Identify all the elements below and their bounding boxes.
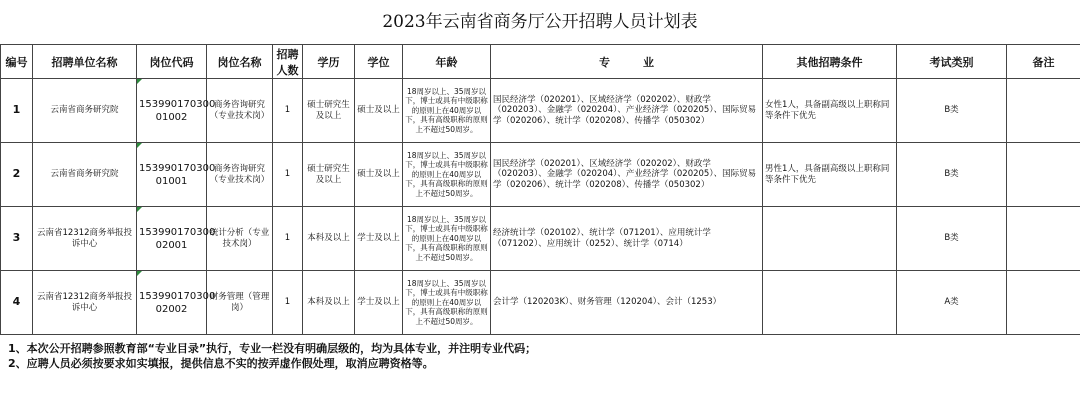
cell-count: 1 <box>273 271 303 335</box>
cell-index: 3 <box>1 207 33 271</box>
header-exam: 考试类别 <box>897 45 1007 79</box>
table-header-row <box>1 45 1080 79</box>
cell-code: 153990170300 02001 <box>137 207 207 271</box>
cell-education: 本科及以上 <box>303 271 355 335</box>
cell-age: 18周岁以上、35周岁以下，博士或具有中级职称的原则上在40周岁以下，具有高级职称的原则上不超过50周岁。 <box>403 143 491 207</box>
cell-exam: A类 <box>897 271 1007 335</box>
cell-education: 硕士研究生及以上 <box>303 143 355 207</box>
header-remark: 备注 <box>1007 45 1080 79</box>
cell-unit: 云南省12312商务举报投诉中心 <box>33 271 137 335</box>
cell-position: 商务咨询研究（专业技术岗） <box>207 143 273 207</box>
cell-remark <box>1007 79 1080 143</box>
cell-degree: 硕士及以上 <box>355 79 403 143</box>
cell-position: 财务管理（管理岗） <box>207 271 273 335</box>
cell-other: 男性1人，具备副高级以上职称同等条件下优先 <box>763 143 897 207</box>
cell-major: 国民经济学（020201）、区域经济学（020202）、财政学（020203）、金融学（020204）、产业经济学（020205）、国际贸易学（020206）、统计学（020208）、传播学（050302） <box>491 143 763 207</box>
cell-code: 153990170300 01001 <box>137 143 207 207</box>
cell-degree: 硕士及以上 <box>355 143 403 207</box>
header-other: 其他招聘条件 <box>763 45 897 79</box>
cell-code: 153990170300 01002 <box>137 79 207 143</box>
notes <box>0 335 1080 371</box>
header-position: 岗位名称 <box>207 45 273 79</box>
cell-exam: B类 <box>897 79 1007 143</box>
cell-remark <box>1007 207 1080 271</box>
cell-index: 4 <box>1 271 33 335</box>
header-education: 学历 <box>303 45 355 79</box>
cell-position: 统计分析（专业技术岗） <box>207 207 273 271</box>
cell-other <box>763 271 897 335</box>
cell-age: 18周岁以上、35周岁以下，博士或具有中级职称的原则上在40周岁以下，具有高级职称的原则上不超过50周岁。 <box>403 271 491 335</box>
cell-age: 18周岁以上、35周岁以下，博士或具有中级职称的原则上在40周岁以下，具有高级职称的原则上不超过50周岁。 <box>403 207 491 271</box>
cell-exam: B类 <box>897 143 1007 207</box>
cell-code: 153990170300 02002 <box>137 271 207 335</box>
cell-degree: 学士及以上 <box>355 207 403 271</box>
cell-count: 1 <box>273 207 303 271</box>
cell-age: 18周岁以上、35周岁以下，博士或具有中级职称的原则上在40周岁以下，具有高级职称的原则上不超过50周岁。 <box>403 79 491 143</box>
header-count: 招聘人数 <box>273 45 303 79</box>
table-row <box>1 143 1080 207</box>
cell-unit: 云南省商务研究院 <box>33 79 137 143</box>
table-row <box>1 79 1080 143</box>
cell-index: 1 <box>1 79 33 143</box>
header-unit: 招聘单位名称 <box>33 45 137 79</box>
header-degree: 学位 <box>355 45 403 79</box>
cell-count: 1 <box>273 79 303 143</box>
note-item: 2、应聘人员必须按要求如实填报，提供信息不实的按弄虚作假处理，取消应聘资格等。 <box>8 357 434 370</box>
cell-major: 国民经济学（020201）、区域经济学（020202）、财政学（020203）、金融学（020204）、产业经济学（020205）、国际贸易学（020206）、统计学（020208）、传播学（050302） <box>491 79 763 143</box>
cell-exam: B类 <box>897 207 1007 271</box>
cell-count: 1 <box>273 143 303 207</box>
header-code: 岗位代码 <box>137 45 207 79</box>
cell-index: 2 <box>1 143 33 207</box>
cell-position: 商务咨询研究（专业技术岗） <box>207 79 273 143</box>
recruitment-plan-table <box>0 44 1080 335</box>
table-row <box>1 271 1080 335</box>
table-row <box>1 207 1080 271</box>
cell-education: 硕士研究生及以上 <box>303 79 355 143</box>
cell-remark <box>1007 271 1080 335</box>
header-age: 年龄 <box>403 45 491 79</box>
header-index: 编号 <box>1 45 33 79</box>
cell-other: 女性1人，具备副高级以上职称同等条件下优先 <box>763 79 897 143</box>
page-title: 2023年云南省商务厅公开招聘人员计划表 <box>382 12 698 32</box>
cell-remark <box>1007 143 1080 207</box>
cell-other <box>763 207 897 271</box>
cell-major: 会计学（120203K）、财务管理（120204）、会计（1253） <box>491 271 763 335</box>
header-major: 专 业 <box>491 45 763 79</box>
cell-unit: 云南省12312商务举报投诉中心 <box>33 207 137 271</box>
cell-degree: 学士及以上 <box>355 271 403 335</box>
note-item: 1、本次公开招聘参照教育部“专业目录”执行，专业一栏没有明确层级的，均为具体专业，并注明专业代码； <box>8 342 537 355</box>
cell-education: 本科及以上 <box>303 207 355 271</box>
cell-unit: 云南省商务研究院 <box>33 143 137 207</box>
cell-major: 经济统计学（020102）、统计学（071201）、应用统计学（071202）、应用统计（0252）、统计学（0714） <box>491 207 763 271</box>
